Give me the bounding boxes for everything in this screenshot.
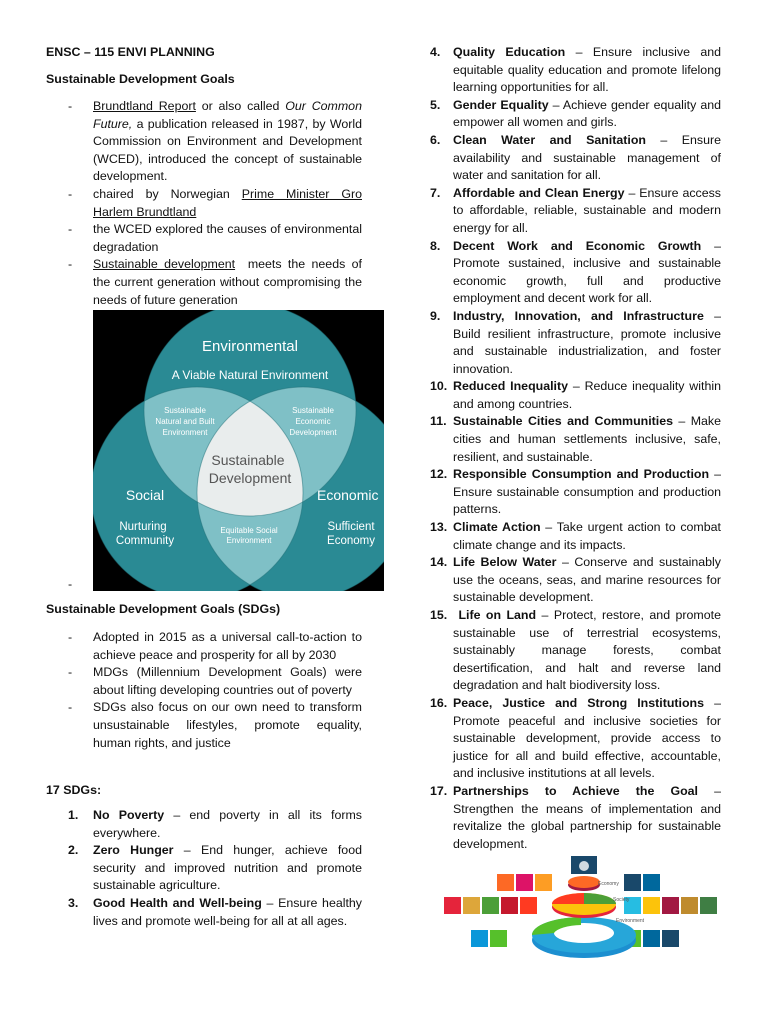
sdg-goal-description: – End hunger, achieve food security and improved nutrition and promote sustainable agriculture. <box>93 843 362 893</box>
sdg-goal-item <box>428 695 721 783</box>
sdg-tile <box>482 897 499 914</box>
sdg-goal-number: 17. <box>430 783 448 798</box>
sustainable-development-text: Sustainable development <box>93 257 236 272</box>
sdg-goal-item <box>428 185 721 238</box>
venn-sub-social-2: Community <box>115 535 175 547</box>
sdg-tile <box>624 874 641 891</box>
venn-sub-economic-2: Economy <box>327 535 375 547</box>
venn-env-social-3: Environment <box>162 428 208 437</box>
sdg-goal-description: – Build resilient infrastructure, promote inclusive and sustainable industrialization, and foster innovation. <box>453 308 721 376</box>
sdg-goal-item <box>428 607 721 695</box>
sdg-goal-name: Climate Action <box>453 520 541 535</box>
wheel-label-economy: Economy <box>598 881 619 887</box>
venn-label-social: Social <box>125 487 165 503</box>
sdg-list-left <box>46 807 362 930</box>
sdgs-info-item: - Adopted in 2015 as a universal call-to-action to achieve peace and prosperity for all by 2030 <box>46 629 362 664</box>
sdg-goal-description: – Conserve and sustainably use the oceans, seas, and marine resources for sustainable development. <box>453 555 721 605</box>
sdg-tile <box>520 897 537 914</box>
sdg-goal-description: – Ensure availability and sustainable management of water and sanitation for all. <box>453 132 721 183</box>
sdg-goal-name: Industry, Innovation, and Infrastructure <box>453 308 704 323</box>
sdg-tile <box>516 874 533 891</box>
sdg-goal-description: – end poverty in all its forms everywhere. <box>93 808 362 840</box>
sdg-goal-name: Gender Equality <box>453 97 549 112</box>
wheel-label-society: Society <box>613 897 630 903</box>
course-title: ENSC – 115 ENVI PLANNING <box>46 45 215 59</box>
sustainability-venn-diagram <box>93 310 384 591</box>
wheel-label-environment: Environment <box>616 918 645 924</box>
intro-item-wced: - the WCED explored the causes of environmental degradation <box>46 221 362 256</box>
venn-center-1: Sustainable <box>211 452 285 468</box>
venn-label-economic: Economic <box>317 487 379 503</box>
sdg-goal-number: 6. <box>430 132 441 147</box>
sdgs-section-title: Sustainable Development Goals (SDGs) <box>46 602 281 616</box>
sdg-wedding-cake-graphic <box>441 855 721 958</box>
sdg-goal-name: Reduced Inequality <box>453 379 568 394</box>
prime-minister-text: Prime Minister Gro Harlem Brundtland <box>93 186 362 219</box>
empty-dash: - <box>68 577 73 591</box>
sdgs-info-item: - MDGs (Millennium Development Goals) were about lifting developing countries out of poverty <box>46 664 362 699</box>
sdg-goal-description: – Promote sustained, inclusive and sustainable economic growth, full and productive employment and decent work for all. <box>453 238 721 306</box>
sdg-goal-description: – Ensure healthy lives and promote well-being for all at all ages. <box>93 895 363 928</box>
sdg-goal-number: 10. <box>430 379 448 394</box>
sdg-goal-item <box>46 807 362 842</box>
sdg-goal-number: 12. <box>430 467 448 482</box>
sdg-goal-number: 8. <box>430 238 441 253</box>
sdg-tile <box>535 874 552 891</box>
sdg-goal-description: – Take urgent action to combat climate change and its impacts. <box>453 520 721 552</box>
sdg-goal-item <box>428 308 721 378</box>
venn-sub-environmental: A Viable Natural Environment <box>171 368 329 382</box>
sdg-goal-number: 5. <box>430 97 441 112</box>
sdg-goal-number: 9. <box>430 308 441 323</box>
sdg-goal-item <box>46 842 362 895</box>
sdg-goal-number: 2. <box>68 843 79 858</box>
venn-sub-economic-1: Sufficient <box>327 521 375 533</box>
sdg-goal-description: – Ensure inclusive and equitable quality education and promote lifelong learning opportunities for all. <box>453 45 721 95</box>
sdg-goal-item <box>428 44 721 97</box>
sdg-goal-item <box>428 97 721 132</box>
venn-center-2: Development <box>208 470 292 486</box>
sdg-goal-number: 11. <box>430 414 447 429</box>
sdg-goal-item <box>428 466 721 519</box>
sdg-goal-name: Clean Water and Sanitation <box>453 132 646 147</box>
venn-soc-econ-2: Environment <box>226 536 272 545</box>
sdg-goal-name: Partnerships to Achieve the Goal <box>453 783 699 798</box>
venn-svg <box>93 310 384 591</box>
sdg-tile <box>463 897 480 914</box>
sdg-goal-description: – Protect, restore, and promote sustainable use of terrestrial ecosystems, sustainably manage forests, combat desertification, and halt and reverse land degradation and halt biodiversity loss. <box>453 608 721 693</box>
sdg-goal-description: – Achieve gender equality and empower all women and girls. <box>453 97 721 130</box>
sdg-goal-number: 13. <box>430 520 448 535</box>
venn-label-environmental: Environmental <box>202 338 298 355</box>
venn-env-econ-3: Development <box>289 428 337 437</box>
sdg-goal-number: 16. <box>430 695 448 710</box>
sdgs-info-list <box>46 629 362 752</box>
sdg-goal-item <box>428 783 721 853</box>
sdg-goal-item <box>428 519 721 554</box>
sdg-goal-description: – Strengthen the means of implementation and revitalize the global partnership for sustainable development. <box>453 783 721 851</box>
sdg-tile <box>643 897 660 914</box>
sdg-goal-number: 1. <box>68 808 79 822</box>
sdg-goal-name: Life Below Water <box>453 555 557 570</box>
sdg-tile <box>471 930 488 947</box>
sdg-tile <box>444 897 461 914</box>
sdg-list-right <box>428 44 721 853</box>
sdg-goal-number: 7. <box>430 185 441 200</box>
sdg-tile <box>662 897 679 914</box>
sdg-goal-number: 15. <box>430 608 448 622</box>
sdg-goal-item <box>428 413 721 466</box>
sdg-goal-name: Quality Education <box>453 45 566 59</box>
sdg-goal-name: Decent Work and Economic Growth <box>453 238 702 253</box>
sdg-tile <box>681 897 698 914</box>
sdg-tile <box>662 930 679 947</box>
sdg-goal-description: – Ensure sustainable consumption and production patterns. <box>453 467 721 517</box>
sdg-goal-number: 3. <box>68 895 79 910</box>
sdg-goal-item <box>428 378 721 413</box>
sdg-goal-name: Affordable and Clean Energy <box>453 185 625 200</box>
sdg-goal-description: – Ensure access to affordable, reliable, sustainable and modern energy for all. <box>453 185 722 235</box>
sdg-tile <box>700 897 717 914</box>
sdg-goal-name: Life on Land <box>453 608 537 622</box>
venn-env-social-1: Sustainable <box>164 406 206 415</box>
sdg-list-title: 17 SDGs: <box>46 783 102 797</box>
section-title-sdg: Sustainable Development Goals <box>46 72 235 86</box>
brundtland-report-text: Brundtland Report <box>93 99 196 113</box>
sdg-tile <box>501 897 518 914</box>
intro-item-definition: - Sustainable development meets the needs of the current generation without compromising the needs of future generation <box>46 256 362 309</box>
sdg-tile <box>643 874 660 891</box>
sdg-goal-name: Responsible Consumption and Production <box>453 467 710 482</box>
sdg-tile <box>643 930 660 947</box>
sdg-goal-item <box>428 238 721 308</box>
sdg-wheel-svg <box>441 855 721 958</box>
sdgs-info-item: - SDGs also focus on our own need to transform unsustainable lifestyles, promote equality, human rights, and justice <box>46 699 362 752</box>
sdg-goal-item <box>428 132 721 185</box>
intro-item-brundtland: - Brundtland Report or also called Our Common Future, a publication released in 1987, by World Commission on Environment and Development (WCED), introduced the concept of sustainable development. <box>46 98 362 186</box>
sdg-goal-name: Good Health and Well-being <box>93 895 262 910</box>
sdg-goal-name: Zero Hunger <box>93 843 174 858</box>
venn-env-econ-2: Economic <box>295 417 331 426</box>
sdg-goal-number: 14. <box>430 555 448 570</box>
intro-item-chaired: - chaired by Norwegian Prime Minister Gro Harlem Brundtland <box>46 186 362 221</box>
venn-soc-econ-1: Equitable Social <box>220 526 278 535</box>
venn-env-social-2: Natural and Built <box>155 417 215 426</box>
sdg-goal-description: – Reduce inequality within and among countries. <box>453 379 721 411</box>
intro-list <box>46 98 366 309</box>
sdg-goal-item <box>46 895 362 930</box>
sdg-goal-description: – Make cities and human settlements inclusive, safe, resilient, and sustainable. <box>453 414 721 464</box>
sdg-goal-item <box>428 554 721 607</box>
sdg-goal-name: Sustainable Cities and Communities <box>453 414 673 429</box>
sdg-goal-description: – Promote peaceful and inclusive societies for sustainable development, provide access to justice for all and build effective, accountable, and inclusive institutions at all levels. <box>453 695 721 781</box>
venn-env-econ-1: Sustainable <box>292 406 334 415</box>
sdg-goal-name: Peace, Justice and Strong Institutions <box>453 695 705 710</box>
sdg-goal-number: 4. <box>430 45 441 59</box>
sdg-tile <box>490 930 507 947</box>
sdg-tile <box>497 874 514 891</box>
venn-sub-social-1: Nurturing <box>119 521 167 533</box>
sdg-goal-name: No Poverty <box>93 808 165 822</box>
